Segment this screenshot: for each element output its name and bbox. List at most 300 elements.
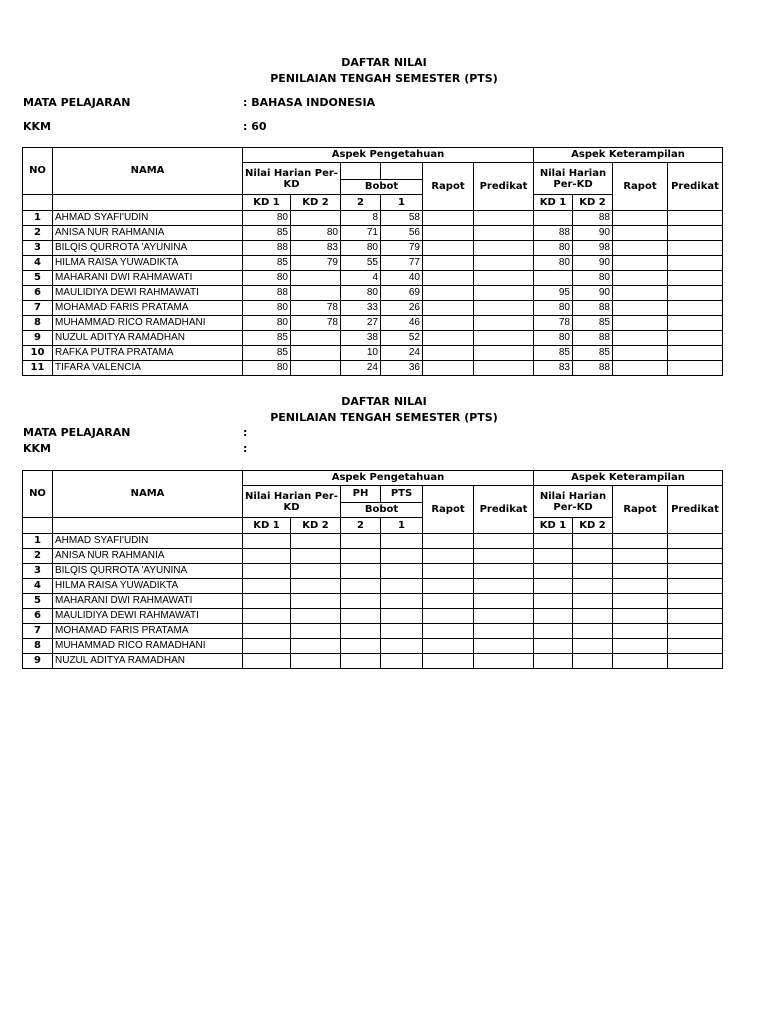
header-rapot-keterampilan: Rapot (613, 486, 668, 534)
cell-pengetahuan-kd2 (291, 639, 341, 654)
cell-ph (341, 594, 381, 609)
cell-predikat-keterampilan (668, 361, 723, 376)
cell-keterampilan-kd1 (534, 639, 573, 654)
cell-pts (381, 594, 423, 609)
cell-no: 9 (23, 331, 53, 346)
cell-no: 1 (23, 211, 53, 226)
cell-predikat-keterampilan (668, 564, 723, 579)
table-row (23, 241, 723, 256)
header-bobot-ph: 2 (341, 195, 381, 211)
cell-no: 3 (23, 241, 53, 256)
cell-pengetahuan-kd1: 85 (243, 331, 291, 346)
cell-keterampilan-kd2 (573, 579, 613, 594)
cell-ph (341, 654, 381, 669)
cell-no: 10 (23, 346, 53, 361)
cell-pengetahuan-kd1 (243, 564, 291, 579)
cell-predikat (474, 564, 534, 579)
cell-rapot-keterampilan (613, 609, 668, 624)
subject-label: MATA PELAJARAN (23, 96, 131, 109)
cell-no: 7 (23, 624, 53, 639)
header-rapot-keterampilan: Rapot (613, 163, 668, 211)
cell-pengetahuan-kd1: 88 (243, 241, 291, 256)
table-row (23, 301, 723, 316)
cell-predikat-keterampilan (668, 331, 723, 346)
cell-ph: 33 (341, 301, 381, 316)
cell-pengetahuan-kd1: 80 (243, 271, 291, 286)
cell-keterampilan-kd1 (534, 564, 573, 579)
cell-pengetahuan-kd2 (291, 564, 341, 579)
cell-rapot (423, 316, 474, 331)
cell-nama: MOHAMAD FARIS PRATAMA (53, 624, 243, 639)
cell-predikat (474, 241, 534, 256)
header-nilai-harian-keterampilan: Nilai Harian Per-KD (534, 486, 613, 518)
cell-keterampilan-kd2: 85 (573, 346, 613, 361)
cell-nama: NUZUL ADITYA RAMADHAN (53, 654, 243, 669)
cell-keterampilan-kd1: 85 (534, 346, 573, 361)
header-no: NO (23, 471, 53, 518)
cell-rapot (423, 594, 474, 609)
cell-ph: 71 (341, 226, 381, 241)
cell-rapot (423, 211, 474, 226)
cell-nama: ANISA NUR RAHMANIA (53, 226, 243, 241)
cell-rapot-keterampilan (613, 256, 668, 271)
cell-nama: MUHAMMAD RICO RAMADHANI (53, 639, 243, 654)
cell-rapot-keterampilan (613, 331, 668, 346)
table-row (23, 594, 723, 609)
cell-ph: 55 (341, 256, 381, 271)
cell-rapot-keterampilan (613, 654, 668, 669)
cell-no: 3 (23, 564, 53, 579)
cell-predikat (474, 256, 534, 271)
cell-pengetahuan-kd2: 83 (291, 241, 341, 256)
cell-rapot-keterampilan (613, 346, 668, 361)
cell-ph (341, 534, 381, 549)
cell-pts (381, 534, 423, 549)
header-nilai-harian: Nilai Harian Per-KD (243, 163, 341, 195)
cell-predikat-keterampilan (668, 534, 723, 549)
cell-predikat-keterampilan (668, 639, 723, 654)
cell-predikat (474, 301, 534, 316)
cell-keterampilan-kd1: 80 (534, 331, 573, 346)
subject-value: : (243, 426, 248, 439)
cell-keterampilan-kd2: 90 (573, 256, 613, 271)
cell-predikat-keterampilan (668, 211, 723, 226)
cell-no: 6 (23, 609, 53, 624)
cell-keterampilan-kd2: 80 (573, 271, 613, 286)
header-bobot-ph: 2 (341, 518, 381, 534)
table-row (23, 211, 723, 226)
cell-pengetahuan-kd1: 80 (243, 211, 291, 226)
cell-pts: 56 (381, 226, 423, 241)
table-row (23, 534, 723, 549)
cell-pengetahuan-kd1 (243, 609, 291, 624)
cell-keterampilan-kd1 (534, 211, 573, 226)
cell-nama: MOHAMAD FARIS PRATAMA (53, 301, 243, 316)
cell-nama: MAHARANI DWI RAHMAWATI (53, 271, 243, 286)
table-row (23, 579, 723, 594)
cell-pengetahuan-kd2 (291, 286, 341, 301)
cell-rapot-keterampilan (613, 241, 668, 256)
cell-rapot (423, 534, 474, 549)
cell-pts: 52 (381, 331, 423, 346)
cell-ph: 10 (341, 346, 381, 361)
cell-keterampilan-kd2 (573, 564, 613, 579)
cell-pengetahuan-kd1 (243, 654, 291, 669)
cell-pts (381, 624, 423, 639)
cell-pengetahuan-kd2: 78 (291, 316, 341, 331)
cell-pengetahuan-kd1 (243, 594, 291, 609)
cell-ph: 80 (341, 241, 381, 256)
cell-rapot-keterampilan (613, 286, 668, 301)
cell-predikat-keterampilan (668, 346, 723, 361)
cell-rapot-keterampilan (613, 211, 668, 226)
cell-predikat (474, 346, 534, 361)
header-nilai-harian: Nilai Harian Per-KD (243, 486, 341, 518)
cell-nama: NUZUL ADITYA RAMADHAN (53, 331, 243, 346)
cell-predikat (474, 211, 534, 226)
table-row (23, 271, 723, 286)
header-kd1-keterampilan: KD 1 (534, 518, 573, 534)
cell-keterampilan-kd1: 78 (534, 316, 573, 331)
header-predikat: Predikat (474, 163, 534, 211)
cell-keterampilan-kd2 (573, 639, 613, 654)
cell-ph (341, 564, 381, 579)
cell-predikat (474, 624, 534, 639)
header-kd2: KD 2 (291, 195, 341, 211)
cell-keterampilan-kd1: 80 (534, 256, 573, 271)
header-aspek-pengetahuan: Aspek Pengetahuan (243, 471, 534, 486)
cell-pts (381, 579, 423, 594)
cell-rapot-keterampilan (613, 271, 668, 286)
cell-ph: 24 (341, 361, 381, 376)
cell-ph: 38 (341, 331, 381, 346)
cell-keterampilan-kd1: 80 (534, 241, 573, 256)
cell-no: 5 (23, 594, 53, 609)
cell-no: 7 (23, 301, 53, 316)
cell-pts: 69 (381, 286, 423, 301)
cell-predikat-keterampilan (668, 579, 723, 594)
cell-pts (381, 549, 423, 564)
header-kd2-keterampilan: KD 2 (573, 195, 613, 211)
cell-predikat (474, 361, 534, 376)
cell-pengetahuan-kd1: 85 (243, 256, 291, 271)
cell-keterampilan-kd2: 88 (573, 301, 613, 316)
header-no-blank (23, 195, 53, 211)
cell-keterampilan-kd2 (573, 534, 613, 549)
table-row (23, 331, 723, 346)
cell-no: 4 (23, 256, 53, 271)
cell-pengetahuan-kd2 (291, 654, 341, 669)
header-aspek-pengetahuan: Aspek Pengetahuan (243, 148, 534, 163)
kkm-value: : (243, 442, 248, 455)
cell-pengetahuan-kd1 (243, 534, 291, 549)
cell-pengetahuan-kd2 (291, 609, 341, 624)
cell-predikat-keterampilan (668, 286, 723, 301)
table-row (23, 346, 723, 361)
kkm-value: : 60 (243, 120, 267, 133)
cell-nama: MUHAMMAD RICO RAMADHANI (53, 316, 243, 331)
header-ph (341, 163, 381, 180)
cell-keterampilan-kd2 (573, 654, 613, 669)
cell-no: 5 (23, 271, 53, 286)
cell-keterampilan-kd1: 83 (534, 361, 573, 376)
cell-pengetahuan-kd1: 80 (243, 316, 291, 331)
table-row (23, 286, 723, 301)
cell-no: 2 (23, 226, 53, 241)
cell-nama: ANISA NUR RAHMANIA (53, 549, 243, 564)
header-bobot: Bobot (341, 503, 423, 518)
header-nama-blank (53, 518, 243, 534)
cell-rapot-keterampilan (613, 594, 668, 609)
cell-keterampilan-kd1 (534, 271, 573, 286)
cell-pengetahuan-kd1: 85 (243, 346, 291, 361)
cell-predikat-keterampilan (668, 301, 723, 316)
cell-predikat-keterampilan (668, 316, 723, 331)
cell-ph (341, 549, 381, 564)
cell-keterampilan-kd1: 95 (534, 286, 573, 301)
header-kd1: KD 1 (243, 518, 291, 534)
cell-keterampilan-kd1 (534, 609, 573, 624)
cell-pengetahuan-kd2 (291, 534, 341, 549)
cell-rapot-keterampilan (613, 361, 668, 376)
cell-rapot (423, 271, 474, 286)
cell-ph: 4 (341, 271, 381, 286)
cell-rapot (423, 286, 474, 301)
cell-no: 1 (23, 534, 53, 549)
cell-rapot (423, 564, 474, 579)
cell-pts: 26 (381, 301, 423, 316)
cell-pengetahuan-kd2 (291, 594, 341, 609)
subject-value: : BAHASA INDONESIA (243, 96, 376, 109)
cell-pts (381, 639, 423, 654)
cell-pts (381, 564, 423, 579)
cell-rapot-keterampilan (613, 226, 668, 241)
cell-ph (341, 609, 381, 624)
cell-rapot (423, 301, 474, 316)
cell-rapot-keterampilan (613, 564, 668, 579)
cell-predikat (474, 271, 534, 286)
cell-keterampilan-kd2: 88 (573, 211, 613, 226)
cell-nama: AHMAD SYAFI'UDIN (53, 211, 243, 226)
cell-pengetahuan-kd2: 79 (291, 256, 341, 271)
cell-no: 8 (23, 316, 53, 331)
cell-nama: MAULIDIYA DEWI RAHMAWATI (53, 609, 243, 624)
header-ph: PH (341, 486, 381, 503)
cell-ph: 8 (341, 211, 381, 226)
cell-keterampilan-kd1 (534, 654, 573, 669)
header-rapot: Rapot (423, 486, 474, 534)
header-bobot-pts: 1 (381, 518, 423, 534)
cell-predikat (474, 226, 534, 241)
cell-predikat (474, 549, 534, 564)
cell-no: 11 (23, 361, 53, 376)
cell-pts (381, 609, 423, 624)
grade-table (22, 470, 723, 669)
header-rapot: Rapot (423, 163, 474, 211)
cell-keterampilan-kd1 (534, 579, 573, 594)
sheet-title: DAFTAR NILAI (341, 56, 427, 69)
cell-pengetahuan-kd2 (291, 211, 341, 226)
cell-keterampilan-kd2: 98 (573, 241, 613, 256)
table-row (23, 564, 723, 579)
cell-pengetahuan-kd2 (291, 331, 341, 346)
cell-rapot (423, 256, 474, 271)
cell-nama: HILMA RAISA YUWADIKTA (53, 256, 243, 271)
cell-rapot-keterampilan (613, 301, 668, 316)
cell-keterampilan-kd2: 90 (573, 286, 613, 301)
cell-nama: HILMA RAISA YUWADIKTA (53, 579, 243, 594)
cell-rapot (423, 226, 474, 241)
cell-predikat-keterampilan (668, 549, 723, 564)
cell-ph: 80 (341, 286, 381, 301)
cell-keterampilan-kd2 (573, 549, 613, 564)
table-row (23, 226, 723, 241)
cell-nama: BILQIS QURROTA 'AYUNINA (53, 241, 243, 256)
cell-predikat-keterampilan (668, 226, 723, 241)
cell-predikat (474, 639, 534, 654)
cell-rapot (423, 639, 474, 654)
cell-pengetahuan-kd1: 85 (243, 226, 291, 241)
header-kd1: KD 1 (243, 195, 291, 211)
cell-no: 6 (23, 286, 53, 301)
cell-predikat-keterampilan (668, 241, 723, 256)
cell-nama: MAHARANI DWI RAHMAWATI (53, 594, 243, 609)
cell-pengetahuan-kd2: 80 (291, 226, 341, 241)
cell-rapot-keterampilan (613, 549, 668, 564)
cell-predikat (474, 579, 534, 594)
cell-rapot (423, 361, 474, 376)
cell-predikat-keterampilan (668, 609, 723, 624)
cell-predikat (474, 654, 534, 669)
cell-predikat (474, 286, 534, 301)
header-kd2: KD 2 (291, 518, 341, 534)
cell-nama: RAFKA PUTRA PRATAMA (53, 346, 243, 361)
cell-pts: 46 (381, 316, 423, 331)
header-no-blank (23, 518, 53, 534)
cell-pts: 40 (381, 271, 423, 286)
cell-nama: BILQIS QURROTA 'AYUNINA (53, 564, 243, 579)
cell-rapot (423, 579, 474, 594)
table-row (23, 624, 723, 639)
header-nama: NAMA (53, 471, 243, 518)
cell-keterampilan-kd1 (534, 624, 573, 639)
header-predikat: Predikat (474, 486, 534, 534)
cell-predikat-keterampilan (668, 594, 723, 609)
header-nama: NAMA (53, 148, 243, 195)
cell-pts: 77 (381, 256, 423, 271)
cell-nama: TIFARA VALENCIA (53, 361, 243, 376)
cell-keterampilan-kd1: 88 (534, 226, 573, 241)
cell-predikat (474, 534, 534, 549)
cell-pengetahuan-kd1 (243, 579, 291, 594)
header-predikat-keterampilan: Predikat (668, 163, 723, 211)
cell-predikat-keterampilan (668, 256, 723, 271)
cell-pengetahuan-kd1 (243, 639, 291, 654)
header-pts (381, 163, 423, 180)
cell-rapot (423, 654, 474, 669)
header-aspek-keterampilan: Aspek Keterampilan (534, 471, 723, 486)
header-nama-blank (53, 195, 243, 211)
cell-ph (341, 639, 381, 654)
cell-rapot (423, 331, 474, 346)
header-predikat-keterampilan: Predikat (668, 486, 723, 534)
cell-rapot-keterampilan (613, 316, 668, 331)
table-row (23, 316, 723, 331)
cell-no: 4 (23, 579, 53, 594)
cell-predikat (474, 331, 534, 346)
header-aspek-keterampilan: Aspek Keterampilan (534, 148, 723, 163)
cell-ph (341, 579, 381, 594)
header-kd1-keterampilan: KD 1 (534, 195, 573, 211)
cell-keterampilan-kd1 (534, 594, 573, 609)
sheet-subtitle: PENILAIAN TENGAH SEMESTER (PTS) (270, 72, 498, 85)
cell-pts: 24 (381, 346, 423, 361)
table-row (23, 654, 723, 669)
cell-keterampilan-kd2: 85 (573, 316, 613, 331)
cell-pengetahuan-kd1 (243, 624, 291, 639)
cell-rapot-keterampilan (613, 624, 668, 639)
header-pts: PTS (381, 486, 423, 503)
cell-rapot (423, 609, 474, 624)
cell-rapot-keterampilan (613, 639, 668, 654)
cell-predikat (474, 609, 534, 624)
cell-ph (341, 624, 381, 639)
cell-keterampilan-kd2 (573, 609, 613, 624)
subject-label: MATA PELAJARAN (23, 426, 131, 439)
cell-predikat-keterampilan (668, 654, 723, 669)
cell-predikat (474, 316, 534, 331)
cell-ph: 27 (341, 316, 381, 331)
sheet-subtitle: PENILAIAN TENGAH SEMESTER (PTS) (270, 411, 498, 424)
kkm-label: KKM (23, 120, 51, 133)
cell-keterampilan-kd2 (573, 594, 613, 609)
cell-pts: 58 (381, 211, 423, 226)
cell-no: 2 (23, 549, 53, 564)
header-bobot-pts: 1 (381, 195, 423, 211)
cell-pengetahuan-kd1: 80 (243, 361, 291, 376)
sheet-title: DAFTAR NILAI (341, 395, 427, 408)
cell-pts (381, 654, 423, 669)
cell-pts: 36 (381, 361, 423, 376)
cell-pengetahuan-kd2 (291, 271, 341, 286)
table-row (23, 639, 723, 654)
cell-pengetahuan-kd2 (291, 346, 341, 361)
cell-keterampilan-kd2: 88 (573, 331, 613, 346)
cell-keterampilan-kd2 (573, 624, 613, 639)
cell-rapot (423, 346, 474, 361)
header-bobot: Bobot (341, 180, 423, 195)
cell-pengetahuan-kd1: 88 (243, 286, 291, 301)
table-row (23, 256, 723, 271)
header-nilai-harian-keterampilan: Nilai Harian Per-KD (534, 163, 613, 195)
cell-no: 9 (23, 654, 53, 669)
cell-pts: 79 (381, 241, 423, 256)
table-row (23, 361, 723, 376)
cell-pengetahuan-kd2 (291, 549, 341, 564)
cell-predikat (474, 594, 534, 609)
cell-rapot-keterampilan (613, 579, 668, 594)
table-row (23, 549, 723, 564)
cell-nama: AHMAD SYAFI'UDIN (53, 534, 243, 549)
cell-predikat-keterampilan (668, 624, 723, 639)
cell-rapot (423, 624, 474, 639)
kkm-label: KKM (23, 442, 51, 455)
cell-keterampilan-kd2: 88 (573, 361, 613, 376)
cell-pengetahuan-kd2 (291, 361, 341, 376)
cell-nama: MAULIDIYA DEWI RAHMAWATI (53, 286, 243, 301)
cell-rapot-keterampilan (613, 534, 668, 549)
cell-rapot (423, 549, 474, 564)
